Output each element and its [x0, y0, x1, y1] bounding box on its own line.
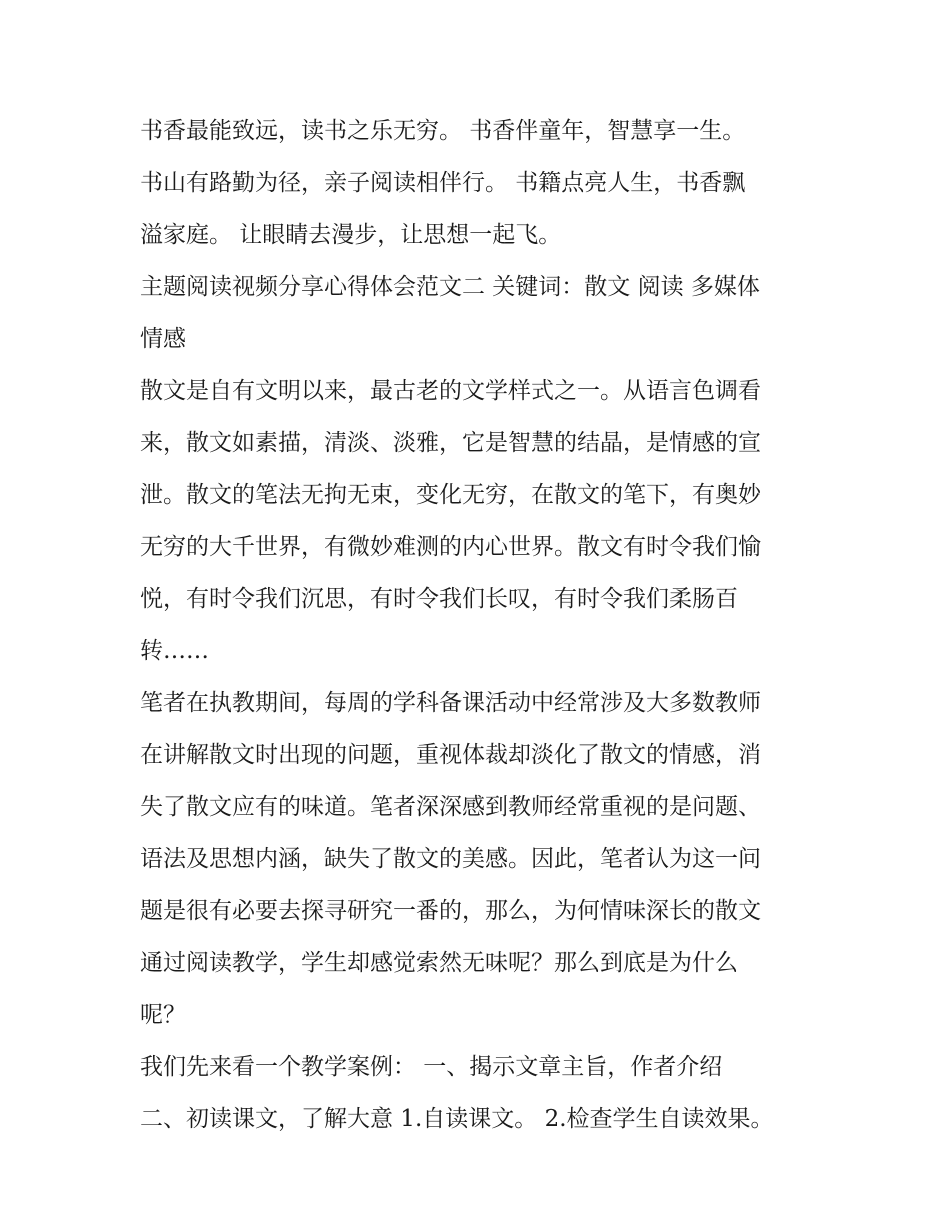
heading-line: 情感: [140, 326, 186, 352]
text-line: 散文是自有文明以来，最古老的文学样式之一。从语言色调看: [140, 378, 761, 404]
text-line: 转……: [140, 638, 209, 664]
text-line: 二、初读课文，了解大意 1.自读课文。 2.检查学生自读效果。: [140, 1106, 774, 1132]
text-line: 无穷的大千世界，有微妙难测的内心世界。散文有时令我们愉: [140, 534, 761, 560]
text-line: 笔者在执教期间，每周的学科备课活动中经常涉及大多数教师: [140, 690, 761, 716]
text-line: 通过阅读教学，学生却感觉索然无味呢？那么到底是为什么: [140, 950, 738, 976]
text-line: 书山有路勤为径，亲子阅读相伴行。 书籍点亮人生，书香飘: [140, 170, 746, 196]
text-line: 在讲解散文时出现的问题，重视体裁却淡化了散文的情感，消: [140, 742, 761, 768]
text-line: 泄。散文的笔法无拘无束，变化无穷，在散文的笔下，有奥妙: [140, 482, 761, 508]
text-line: 语法及思想内涵，缺失了散文的美感。因此，笔者认为这一问: [140, 846, 761, 872]
text-line: 悦，有时令我们沉思，有时令我们长叹，有时令我们柔肠百: [140, 586, 738, 612]
text-line: 我们先来看一个教学案例： 一、揭示文章主旨，作者介绍: [140, 1054, 723, 1080]
heading-line: 主题阅读视频分享心得体会范文二 关键词：散文 阅读 多媒体: [140, 274, 760, 300]
text-line: 来，散文如素描，清淡、淡雅，它是智慧的结晶，是情感的宣: [140, 430, 761, 456]
document-body: [140, 105, 820, 1145]
text-line: 书香最能致远，读书之乐无穷。 书香伴童年，智慧享一生。: [140, 118, 746, 144]
text-line: 溢家庭。 让眼睛去漫步，让思想一起飞。: [140, 222, 562, 248]
text-line: 题是很有必要去探寻研究一番的，那么，为何情味深长的散文: [140, 898, 761, 924]
text-line: 失了散文应有的味道。笔者深深感到教师经常重视的是问题、: [140, 794, 761, 820]
text-line: 呢？: [140, 1002, 186, 1028]
